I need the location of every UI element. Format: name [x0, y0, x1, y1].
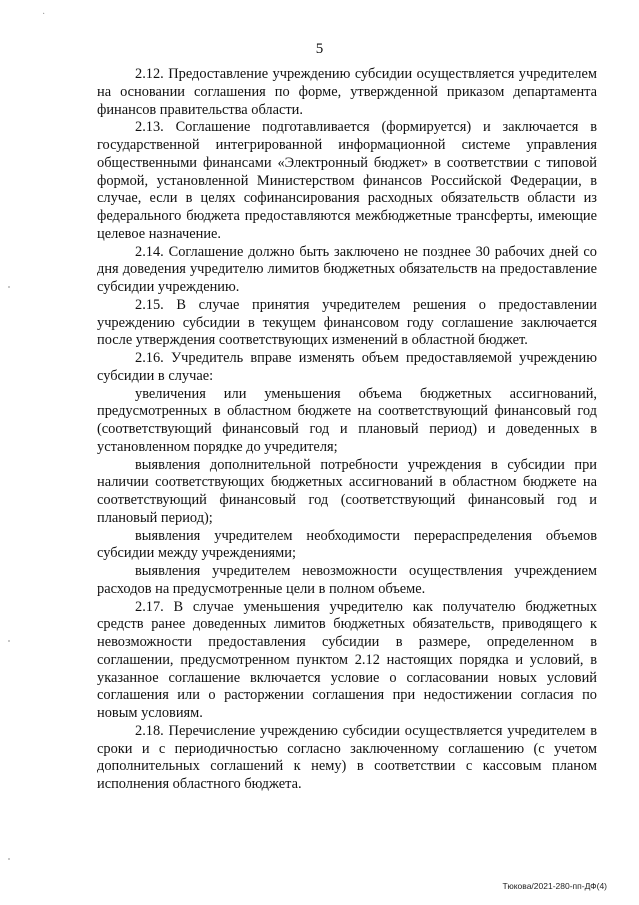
paragraph-2-18: 2.18. Перечисление учреждению субсидии осуществляется учредителем в сроки и с периодичностью согласно заключенному соглашению (с учетом дополнительных соглашений к нему) в соответствии с кассовым планом исполнения областного бюджета. [97, 722, 597, 792]
paragraph-2-15: 2.15. В случае принятия учредителем решения о предоставлении учреждению субсидии в текущем финансовом году соглашение заключается после утверждения соответствующих изменений в областной бюджет. [97, 296, 597, 349]
list-item-impossibility: выявления учредителем невозможности осуществления учреждением расходов на предусмотренные цели в полном объеме. [97, 563, 597, 597]
scan-edge-dot [8, 858, 10, 860]
scan-corner-mark: · [42, 9, 46, 20]
list-item-additional-need: выявления дополнительной потребности учреждения в субсидии при наличии соответствующих бюджетных ассигнований в областном бюджете на соответствующий финансовый год (соответствующий финансовый год и плановый период); [97, 456, 597, 526]
list-item-redistribution: выявления учредителем необходимости перераспределения объемов субсидии между учреждениями; [97, 527, 597, 562]
paragraph-2-17: 2.17. В случае уменьшения учредителю как получателю бюджетных средств ранее доведенных лимитов бюджетных обязательств, приводящего к невозможности предоставления субсидии в размере, определенном в соглашении, предусмотренном пунктом 2.12 настоящих порядка и условий, в указанное соглашение включается условие о согласовании новых условий соглашения или о расторжении соглашения при недостижении согласия по новым условиям. [97, 598, 597, 721]
scan-edge-dot [8, 286, 10, 288]
paragraph-2-12: 2.12. Предоставление учреждению субсидии осуществляется учредителем на основании соглашения по форме, утвержденной приказом департамента финансов правительства области. [97, 66, 597, 118]
paragraph-2-14: 2.14. Соглашение должно быть заключено не позднее 30 рабочих дней со дня доведения учредителю лимитов бюджетных обязательств на предоставление субсидии учреждению. [97, 243, 597, 295]
document-body [97, 66, 597, 794]
scan-edge-dot [8, 640, 10, 642]
paragraph-2-16: 2.16. Учредитель вправе изменять объем предоставляемой учреждению субсидии в случае: [97, 350, 597, 384]
page-number: 5 [315, 41, 324, 57]
paragraph-2-13: 2.13. Соглашение подготавливается (формируется) и заключается в государственной интегрированной информационной системе управления общественными финансами «Электронный бюджет» в соответствии с типовой формой, установленной Министерством финансов Российской Федерации, в случае, если в целях софинансирования расходных обязательств области из федерального бюджета предоставляются межбюджетные трансферты, имеющие целевое назначение. [97, 119, 597, 242]
document-footer-code: Тюкова/2021-280-пп-ДФ(4) [502, 881, 607, 891]
list-item-increase-decrease: увеличения или уменьшения объема бюджетных ассигнований, предусмотренных в областном бюджете на соответствующий финансовый год (соответствующий финансовый год и плановый период) и доведенных в установленном порядке до учредителя; [97, 385, 597, 455]
